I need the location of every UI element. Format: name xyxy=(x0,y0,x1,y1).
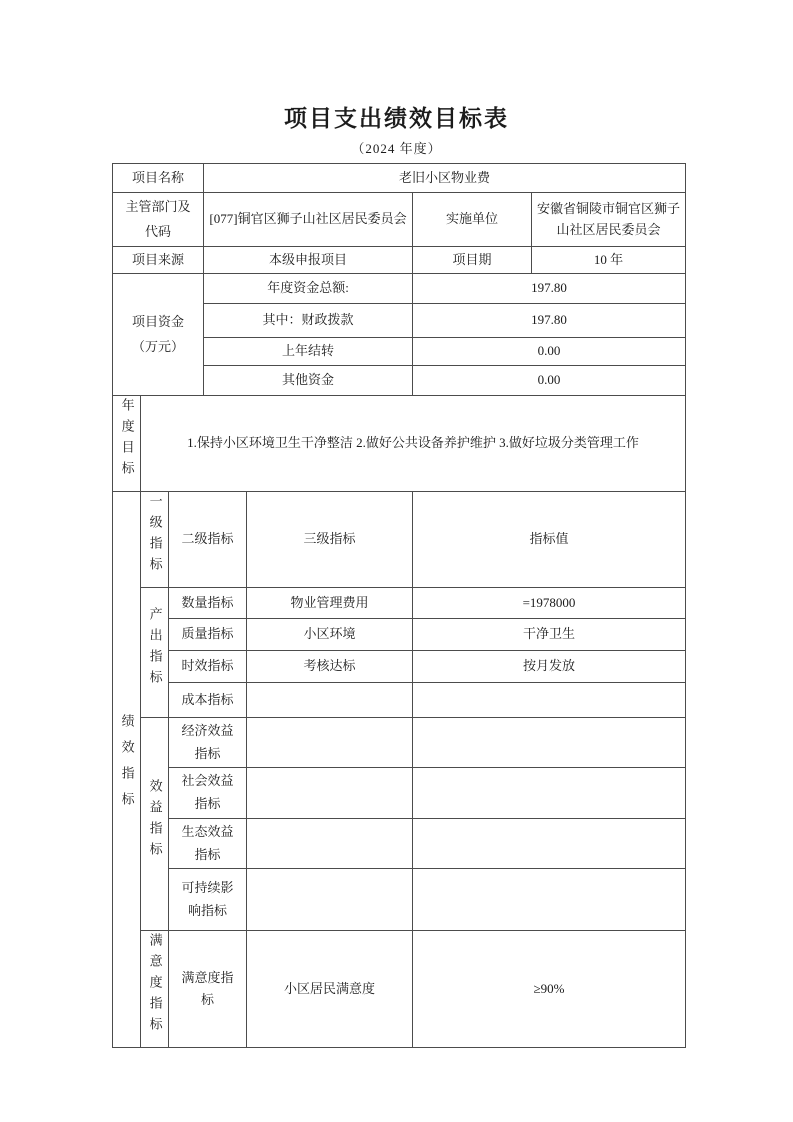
indicator-level2-text: 可持续影响指标 xyxy=(181,880,234,918)
indicator-value-cell xyxy=(413,818,686,869)
funds-total-value: 197.80 xyxy=(413,274,686,304)
indicator-level2-text: 社会效益指标 xyxy=(181,773,234,812)
table-row xyxy=(113,274,686,304)
indicators-label xyxy=(113,492,141,1048)
indicator-level2-cell xyxy=(169,869,247,931)
indicator-level3-cell: 物业管理费用 xyxy=(247,587,413,618)
indicator-level2-text: 满意度指标 xyxy=(181,969,234,1008)
funds-other-label: 其他资金 xyxy=(204,366,413,396)
funds-label xyxy=(113,274,204,396)
benefit-group-label-text: 效益指标 xyxy=(147,778,163,863)
indicator-level2-cell: 质量指标 xyxy=(169,618,247,650)
table-row xyxy=(113,618,686,650)
indicator-value-cell: 干净卫生 xyxy=(413,618,686,650)
table-row xyxy=(113,650,686,682)
department-value: [077]铜官区狮子山社区居民委员会 xyxy=(204,193,413,247)
table-row xyxy=(113,492,686,588)
output-group-label xyxy=(141,587,169,717)
indicator-level2-cell xyxy=(169,931,247,1048)
annual-goal-label-text: 年度目标 xyxy=(119,398,135,483)
project-name-value: 老旧小区物业费 xyxy=(204,164,686,193)
table-row xyxy=(113,717,686,768)
indicator-value-cell xyxy=(413,869,686,931)
indicator-value-cell xyxy=(413,768,686,819)
table-row xyxy=(113,818,686,869)
funds-total-label: 年度资金总额: xyxy=(204,274,413,304)
indicator-level2-cell xyxy=(169,717,247,768)
indicator-level2-cell: 数量指标 xyxy=(169,587,247,618)
project-source-label: 项目来源 xyxy=(113,247,204,274)
indicator-level2-cell xyxy=(169,768,247,819)
indicator-level2-cell xyxy=(169,818,247,869)
indicator-level3-cell: 考核达标 xyxy=(247,650,413,682)
indicator-level2-text: 经济效益指标 xyxy=(181,722,234,761)
table-row xyxy=(113,768,686,819)
indicator-level3-cell: 小区环境 xyxy=(247,618,413,650)
indicator-level1-header-text: 一级指标 xyxy=(147,494,163,579)
indicator-level3-cell xyxy=(247,869,413,931)
indicator-value-cell xyxy=(413,717,686,768)
funds-other-value: 0.00 xyxy=(413,366,686,396)
indicator-level3-header: 三级指标 xyxy=(247,492,413,588)
output-group-label-text: 产出指标 xyxy=(147,607,163,692)
funds-fiscal-label: 其中：财政拨款 xyxy=(204,304,413,338)
indicator-value-cell: 按月发放 xyxy=(413,650,686,682)
table-row xyxy=(113,164,686,193)
funds-fiscal-value: 197.80 xyxy=(413,304,686,338)
benefit-group-label xyxy=(141,717,169,931)
indicator-level2-cell: 时效指标 xyxy=(169,650,247,682)
indicator-value-header: 指标值 xyxy=(413,492,686,588)
table-row xyxy=(113,193,686,247)
table-row xyxy=(113,587,686,618)
performance-target-table xyxy=(112,163,686,1048)
department-label-text: 主管部门及代码 xyxy=(125,199,191,239)
indicator-level3-cell xyxy=(247,818,413,869)
table-row xyxy=(113,396,686,492)
project-period-value: 10 年 xyxy=(532,247,686,274)
indicator-level2-header: 二级指标 xyxy=(169,492,247,588)
annual-goal-value: 1.保持小区环境卫生干净整洁 2.做好公共设备养护维护 3.做好垃圾分类管理工作 xyxy=(141,396,686,492)
indicator-value-cell: =1978000 xyxy=(413,587,686,618)
indicators-label-text: 绩效指标 xyxy=(119,714,135,819)
indicator-level3-cell xyxy=(247,682,413,717)
table-row xyxy=(113,682,686,717)
table-row xyxy=(113,869,686,931)
table-row xyxy=(113,931,686,1048)
indicator-value-cell: ≥90% xyxy=(413,931,686,1048)
project-source-value: 本级申报项目 xyxy=(204,247,413,274)
indicator-level3-cell: 小区居民满意度 xyxy=(247,931,413,1048)
department-label xyxy=(113,193,204,247)
indicator-value-cell xyxy=(413,682,686,717)
annual-goal-label xyxy=(113,396,141,492)
project-name-label: 项目名称 xyxy=(113,164,204,193)
page-subtitle: （2024 年度） xyxy=(351,141,442,156)
project-period-label: 项目期 xyxy=(413,247,532,274)
implement-unit-value: 安徽省铜陵市铜官区狮子山社区居民委员会 xyxy=(532,193,686,247)
indicator-level3-cell xyxy=(247,768,413,819)
indicator-level2-text: 生态效益指标 xyxy=(181,823,234,862)
indicator-level3-cell xyxy=(247,717,413,768)
table-row xyxy=(113,247,686,274)
satisfaction-group-label xyxy=(141,931,169,1048)
page-title: 项目支出绩效目标表 xyxy=(284,105,509,131)
satisfaction-group-label-text: 满意度指标 xyxy=(147,933,163,1039)
funds-carryover-label: 上年结转 xyxy=(204,338,413,366)
funds-carryover-value: 0.00 xyxy=(413,338,686,366)
implement-unit-label: 实施单位 xyxy=(413,193,532,247)
indicator-level1-header xyxy=(141,492,169,588)
indicator-level2-cell: 成本指标 xyxy=(169,682,247,717)
funds-label-text: 项目资金（万元） xyxy=(131,314,184,354)
